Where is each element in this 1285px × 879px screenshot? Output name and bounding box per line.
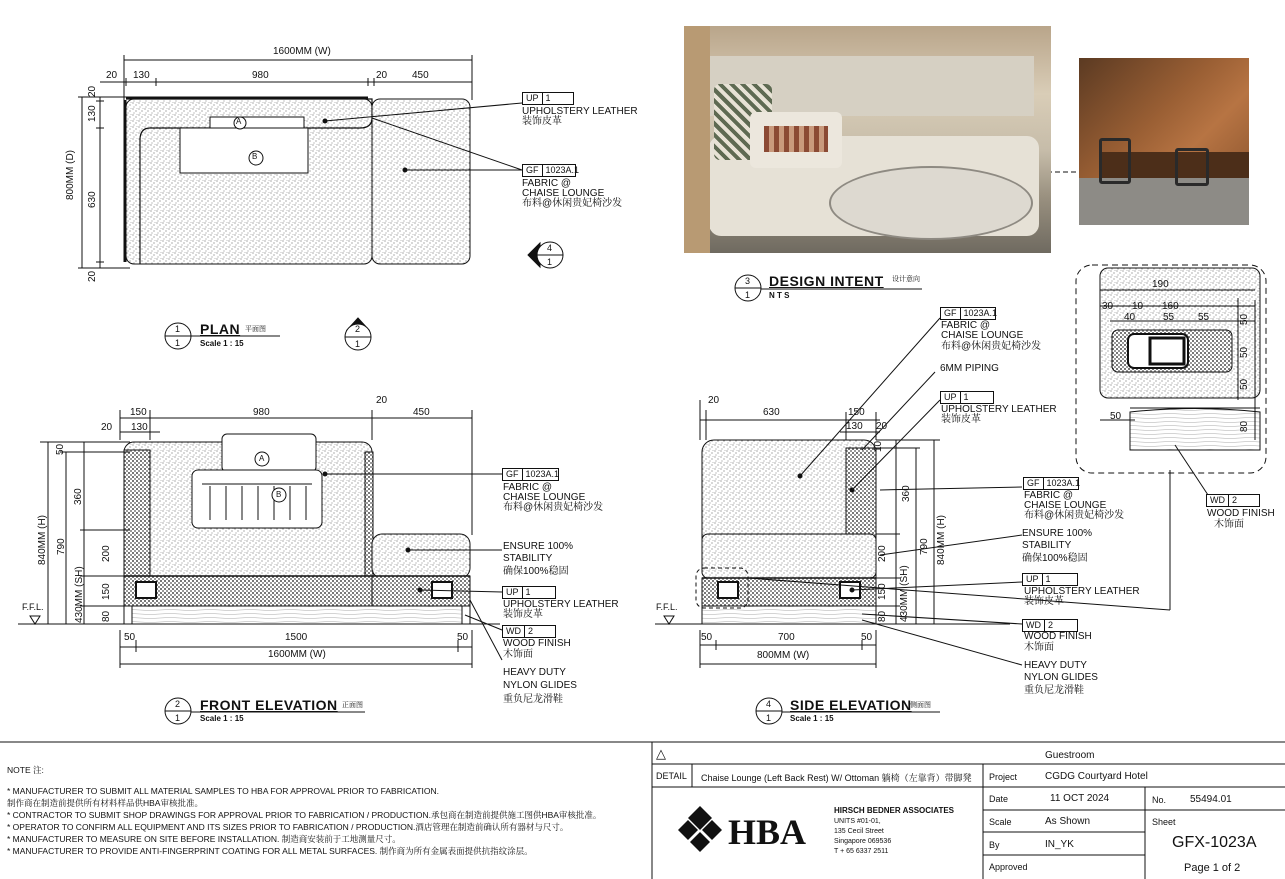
plan-dim-20b: 20 <box>376 70 388 81</box>
front-fabric-cn: 布料@休闲贵妃椅沙发 <box>503 502 604 513</box>
plan-view <box>78 55 563 350</box>
date-label: Date <box>989 794 1009 804</box>
detail-dim-55b: 55 <box>1198 312 1210 323</box>
plan-dim-450: 450 <box>412 70 429 81</box>
up-num: 1 <box>1042 574 1077 585</box>
note-line-4: * OPERATOR TO CONFIRM ALL EQUIPMENT AND ITS SIZES PRIOR TO FABRICATION / PRODUCTION.酒店管理在制造前确认所有器材与尺寸。 <box>7 822 569 832</box>
front-gf-tag <box>502 468 559 481</box>
wd-num: 2 <box>524 626 555 637</box>
side-piping: 6MM PIPING <box>940 363 999 374</box>
front-marker-sheet: 1 <box>175 713 181 723</box>
side-scale: Scale 1 : 15 <box>790 714 834 723</box>
company-addr-3: Singapore 069536 <box>834 838 892 845</box>
front-dim-80: 80 <box>101 610 112 622</box>
side-fabric2-cn: 布料@休闲贵妃椅沙发 <box>1024 510 1125 521</box>
side-ffl: F.F.L. <box>656 602 678 612</box>
side-up-tag <box>940 391 994 404</box>
detail-dim-r50a: 50 <box>1239 313 1250 325</box>
design-intent-nts: N T S <box>769 291 790 300</box>
gf-num: 1023A.1 <box>1043 478 1084 489</box>
front-dim-20b: 20 <box>101 422 113 433</box>
plan-dim-left-630: 630 <box>87 191 98 208</box>
side-overall: 800MM (W) <box>757 650 810 661</box>
front-fabric-en: FABRIC @ <box>503 482 553 493</box>
plan-fabric-cn: 布料@休闲贵妃椅沙发 <box>522 198 623 209</box>
scale-value: As Shown <box>1045 816 1091 827</box>
side-dim-10: 10 <box>873 440 884 452</box>
front-dim-980: 980 <box>253 407 270 418</box>
front-stability-en: ENSURE 100% <box>503 541 574 552</box>
side-marker-sheet: 1 <box>766 713 772 723</box>
side-gf-tag <box>940 307 996 320</box>
detail-label: DETAIL <box>656 771 687 781</box>
plan-dim-left-130: 130 <box>87 105 98 122</box>
sheet-value: GFX-1023A <box>1172 834 1257 851</box>
side-marker-num: 4 <box>766 699 772 709</box>
side-dim-200: 200 <box>877 545 888 562</box>
side-stability-cn: 确保100%稳固 <box>1022 553 1088 564</box>
note-line-1: * MANUFACTURER TO SUBMIT ALL MATERIAL SAMPLES TO HBA FOR APPROVAL PRIOR TO FABRICATION. <box>7 786 440 796</box>
detail-wood-cn: 木饰面 <box>1214 519 1244 530</box>
up-num: 1 <box>542 93 573 104</box>
detail-dim-30: 30 <box>1102 301 1114 312</box>
plan-dim-left-20b: 20 <box>87 270 98 282</box>
plan-marker-sheet: 1 <box>175 338 181 348</box>
wd-num: 2 <box>1044 620 1077 631</box>
gf-num: 1023A.1 <box>542 165 583 176</box>
detail-dim-190: 190 <box>1152 279 1169 290</box>
up-code: UP <box>506 587 519 597</box>
gf-code: GF <box>1027 478 1040 488</box>
plan-title-cn: 平面图 <box>245 326 266 333</box>
sheet-label: Sheet <box>1152 817 1176 827</box>
leather-strap-detail-photo <box>1079 58 1249 225</box>
notes-heading: NOTE 注: <box>7 765 44 775</box>
plan-dim-130: 130 <box>133 70 150 81</box>
project-label: Project <box>989 772 1018 782</box>
company-addr-2: 135 Cecil Street <box>834 828 884 835</box>
front-pillow-a: A <box>259 454 265 463</box>
detail-dim-55a: 55 <box>1163 312 1175 323</box>
side-stability-en: ENSURE 100% <box>1022 528 1093 539</box>
front-title-cn: 正面图 <box>342 702 363 709</box>
front-ffl: F.F.L. <box>22 602 44 612</box>
front-overall-width: 1600MM (W) <box>268 649 326 660</box>
front-dim-1500: 1500 <box>285 632 308 643</box>
date-value: 11 OCT 2024 <box>1050 793 1110 804</box>
company-addr-1: UNITS #01-01, <box>834 818 881 825</box>
front-dim-150: 150 <box>101 583 112 600</box>
plan-pillow-a-tag: A <box>236 117 242 126</box>
note-line-6: * MANUFACTURER TO PROVIDE ANTI-FINGERPRINT COATING FOR ALL METAL SURFACES. 制作商为所有金属表面提供抗指纹涂层。 <box>7 846 533 856</box>
front-h-790: 790 <box>56 538 67 555</box>
front-dim-130: 130 <box>131 422 148 433</box>
up-code: UP <box>1026 574 1039 584</box>
wd-code: WD <box>506 626 521 636</box>
front-upholstery-cn: 装饰皮革 <box>503 609 543 620</box>
view-marker-4-num: 4 <box>547 243 553 253</box>
area-value: Guestroom <box>1045 750 1095 761</box>
note-line-5: * MANUFACTURER TO MEASURE ON SITE BEFORE INSTALLATION. 制造商安装前于工地测量尺寸。 <box>7 834 401 844</box>
front-glides-en: HEAVY DUTY <box>503 667 566 678</box>
front-dim-450: 450 <box>413 407 430 418</box>
plan-marker-num: 1 <box>175 324 181 334</box>
by-label: By <box>989 840 1000 850</box>
front-stability-en2: STABILITY <box>503 553 553 564</box>
gf-code: GF <box>506 469 519 479</box>
approved-label: Approved <box>989 862 1028 872</box>
plan-upholstery-en: UPHOLSTERY LEATHER <box>522 106 638 117</box>
side-glides-en2: NYLON GLIDES <box>1024 672 1098 683</box>
side-wood-en: WOOD FINISH <box>1024 631 1092 642</box>
front-upholstery-en: UPHOLSTERY LEATHER <box>503 599 619 610</box>
front-h-total: 840MM (H) <box>37 514 48 565</box>
wd-num: 2 <box>1228 495 1259 506</box>
plan-fabric-en: FABRIC @ <box>522 178 572 189</box>
gf-code: GF <box>526 165 539 175</box>
side-up-tag-2 <box>1022 573 1078 586</box>
plan-title: PLAN <box>200 321 241 337</box>
side-dim-20b: 20 <box>876 421 888 432</box>
side-dim-700: 700 <box>778 632 795 643</box>
no-value: 55494.01 <box>1190 794 1232 805</box>
plan-upholstery-cn: 装饰皮革 <box>522 116 562 127</box>
plan-gf-tag <box>522 164 580 177</box>
side-fabric-cn: 布料@休闲贵妃椅沙发 <box>941 341 1042 352</box>
side-fabric2-en: FABRIC @ <box>1024 490 1074 501</box>
plan-dim-980: 980 <box>252 70 269 81</box>
side-dim-130: 130 <box>846 421 863 432</box>
side-dim-630: 630 <box>763 407 780 418</box>
up-num: 1 <box>522 587 555 598</box>
design-intent-photo <box>684 26 1051 253</box>
front-marker-num: 2 <box>175 699 181 709</box>
side-wood-cn: 木饰面 <box>1024 642 1054 653</box>
plan-overall-width: 1600MM (W) <box>273 46 331 57</box>
side-fabric-en2: CHAISE LOUNGE <box>941 330 1024 341</box>
side-glides-cn: 重负尼龙滑鞋 <box>1024 685 1084 696</box>
wd-code: WD <box>1026 620 1041 630</box>
side-upholstery-cn: 装饰皮革 <box>941 414 981 425</box>
detail-dim-160: 160 <box>1162 301 1179 312</box>
no-label: No. <box>1152 795 1167 805</box>
gf-num: 1023A.1 <box>522 469 563 480</box>
front-dim-b-50b: 50 <box>457 632 469 643</box>
front-glides-en2: NYLON GLIDES <box>503 680 577 691</box>
side-dim-b-50a: 50 <box>701 632 713 643</box>
front-dim-20: 20 <box>376 395 388 406</box>
note-line-2: 制作商在制造前提供所有材料样品供HBA审核批准。 <box>7 798 203 808</box>
wd-code: WD <box>1210 495 1225 505</box>
view-marker-4-sheet: 1 <box>547 257 553 267</box>
front-dim-b-50a: 50 <box>124 632 136 643</box>
plan-scale: Scale 1 : 15 <box>200 339 244 348</box>
company-name: HIRSCH BEDNER ASSOCIATES <box>834 806 955 815</box>
side-dim-80: 80 <box>877 610 888 622</box>
design-intent-title-cn: 设计意向 <box>892 276 920 283</box>
side-dim-150: 150 <box>848 407 865 418</box>
side-gf-tag-2 <box>1023 477 1079 490</box>
front-scale: Scale 1 : 15 <box>200 714 244 723</box>
front-dim-360: 360 <box>73 488 84 505</box>
detail-dim-80: 80 <box>1239 420 1250 432</box>
side-glides-en: HEAVY DUTY <box>1024 660 1087 671</box>
up-code: UP <box>944 392 957 402</box>
detail-value: Chaise Lounge (Left Back Rest) W/ Ottoman 躺椅（左靠背）带脚凳 <box>701 773 972 783</box>
detail-wd-tag <box>1206 494 1260 507</box>
side-dim-b-50b: 50 <box>861 632 873 643</box>
note-line-3: * CONTRACTOR TO SUBMIT SHOP DRAWINGS FOR APPROVAL PRIOR TO FABRICATION / PRODUCTION.承包商在制造前提供施工图供HBA审核批准。 <box>7 810 602 820</box>
design-intent-sheet: 1 <box>745 290 751 300</box>
front-wd-tag <box>502 625 556 638</box>
plan-pillow-b-tag: B <box>252 152 258 161</box>
project-value: CGDG Courtyard Hotel <box>1045 771 1148 782</box>
side-dim-20: 20 <box>708 395 720 406</box>
front-dim-200: 200 <box>101 545 112 562</box>
design-intent-title: DESIGN INTENT <box>769 273 884 289</box>
front-stability-cn: 确保100%稳固 <box>503 566 569 577</box>
side-title-cn: 侧面图 <box>910 702 931 709</box>
detail-dim-50: 50 <box>1110 411 1122 422</box>
hba-logo-mark <box>678 806 722 852</box>
plan-dim-left-20a: 20 <box>87 85 98 97</box>
side-h-790: 790 <box>919 538 930 555</box>
front-wood-en: WOOD FINISH <box>503 638 571 649</box>
side-sh: 430MM (SH) <box>899 565 910 622</box>
side-upholstery2-en: UPHOLSTERY LEATHER <box>1024 586 1140 597</box>
by-value: IN_YK <box>1045 839 1074 850</box>
side-h-total: 840MM (H) <box>936 514 947 565</box>
front-wood-cn: 木饰面 <box>503 649 533 660</box>
design-intent-num: 3 <box>745 276 751 286</box>
front-sh: 430MM (SH) <box>74 566 85 623</box>
gf-num: 1023A.1 <box>960 308 1001 319</box>
front-dim-150: 150 <box>130 407 147 418</box>
scale-label: Scale <box>989 817 1012 827</box>
plan-fabric-en2: CHAISE LOUNGE <box>522 188 605 199</box>
page-indicator: Page 1 of 2 <box>1184 862 1241 874</box>
side-title: SIDE ELEVATION <box>790 697 912 713</box>
plan-depth: 800MM (D) <box>65 149 76 200</box>
front-fabric-en2: CHAISE LOUNGE <box>503 492 586 503</box>
detail-dim-r50b: 50 <box>1239 346 1250 358</box>
revision-triangle: △ <box>656 746 666 761</box>
side-stability-en2: STABILITY <box>1022 540 1072 551</box>
front-up-tag <box>502 586 556 599</box>
view-marker-2-num: 2 <box>355 324 361 334</box>
plan-up-tag <box>522 92 574 105</box>
side-upholstery2-cn: 装饰皮革 <box>1024 596 1064 607</box>
front-pillow-b: B <box>276 490 282 499</box>
gf-code: GF <box>944 308 957 318</box>
side-dim-360: 360 <box>901 485 912 502</box>
side-upholstery-en: UPHOLSTERY LEATHER <box>941 404 1057 415</box>
view-marker-2-sheet: 1 <box>355 339 361 349</box>
plan-dim-20a: 20 <box>106 70 118 81</box>
up-code: UP <box>526 93 539 103</box>
hba-logo-text: HBA <box>728 812 807 852</box>
detail-dim-40: 40 <box>1124 312 1136 323</box>
side-fabric2-en2: CHAISE LOUNGE <box>1024 500 1107 511</box>
company-addr-4: T + 65 6337 2511 <box>834 848 889 855</box>
detail-wood-en: WOOD FINISH <box>1207 508 1275 519</box>
up-num: 1 <box>960 392 993 403</box>
side-dim-150: 150 <box>877 583 888 600</box>
detail-dim-10: 10 <box>1132 301 1144 312</box>
side-fabric-en: FABRIC @ <box>941 320 991 331</box>
detail-dim-r50c: 50 <box>1239 378 1250 390</box>
front-dim-50: 50 <box>55 443 66 455</box>
front-glides-cn: 重负尼龙滑鞋 <box>503 694 563 705</box>
front-title: FRONT ELEVATION <box>200 697 338 713</box>
